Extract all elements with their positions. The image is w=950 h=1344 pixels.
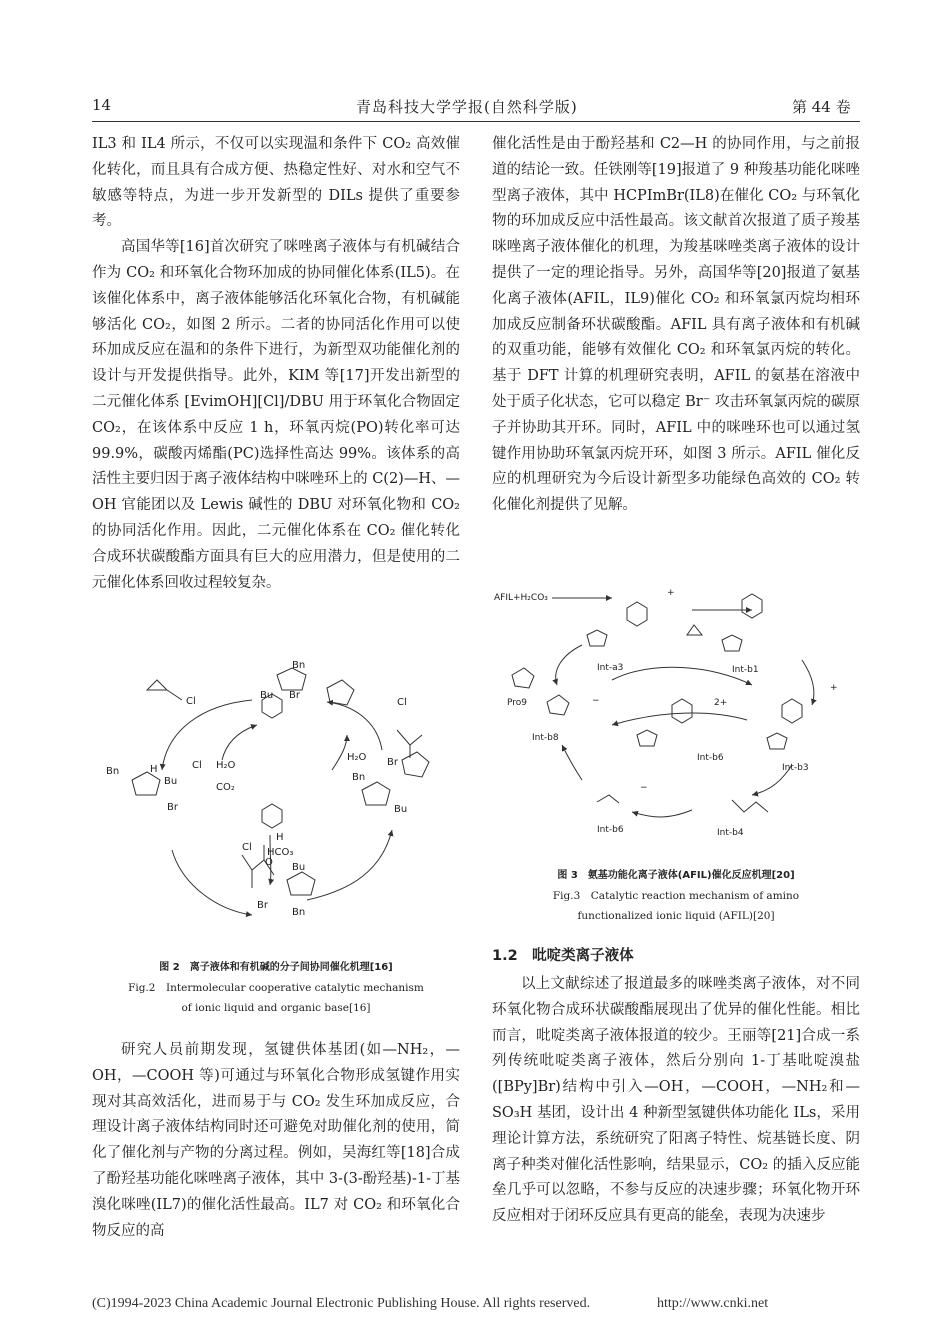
paragraph: 催化活性是由于酚羟基和 C2—H 的协同作用，与之前报道的结论一致。任铁刚等[19]报道了 9 种羧基功能化咪唑型离子液体，其中 HCPImBr(IL8)在催化 CO₂ 与环氧化物的环加成反应中活性最高。该文献首次报道了质子羧基咪唑离子液体催化的机理，为羧基咪唑类离子液体的设计提供了一定的理论指导。另外，高国华等[20]报道了氨基化离子液体(AFIL，IL9)催化 CO₂ 和环氧氯丙烷均相环加成反应制备环状碳酸酯。AFIL 具有离子液体和有机碱的双重功能，能够有效催化 CO₂ 和环氧氯丙烷的转化。基于 DFT 计算的机理研究表明，AFIL 的氨基在溶液中处于质子化状态，它可以稳定 Br⁻ 攻击环氧氯丙烷的碳原子并协助其开环。同时，AFIL 中的咪唑环也可以通过氢键作用协助环氧氯丙烷开环，如图 3 所示。AFIL 催化反应的机理研究为今后设计新型多功能绿色高效的 CO₂ 转化催化剂提供了见解。 bbox=[492, 136, 860, 514]
carbonate-ring bbox=[327, 680, 354, 705]
benzene-ring bbox=[627, 602, 647, 626]
label-afil: AFIL+H₂CO₃ bbox=[494, 593, 548, 603]
imidazolium-ring bbox=[637, 730, 657, 746]
header-rule bbox=[92, 121, 860, 122]
label-br: Br bbox=[289, 690, 300, 701]
imidazolium-ring bbox=[362, 782, 390, 805]
alkoxide-chain bbox=[397, 730, 422, 758]
label-co2: CO₂ bbox=[216, 782, 235, 793]
journal-title: 青岛科技大学学报(自然科学版) bbox=[356, 98, 578, 116]
caption-cn: 图 3 氨基功能化离子液体(AFIL)催化反应机理[20] bbox=[557, 870, 795, 881]
caption-en: functionalized ionic liquid (AFIL)[20] bbox=[577, 910, 775, 922]
caption-en: Fig.2 Intermolecular cooperative catalytic mechanism bbox=[128, 982, 424, 994]
label-int-b6: Int-b6 bbox=[697, 753, 724, 763]
benzene-ring bbox=[262, 804, 282, 828]
footer-url[interactable]: http://www.cnki.net bbox=[657, 1296, 769, 1311]
carbonate-ring bbox=[402, 752, 429, 777]
cycle-arrow bbox=[307, 830, 392, 900]
label-h: H bbox=[150, 764, 158, 775]
label-plus: + bbox=[667, 588, 675, 598]
caption-en: Fig.3 Catalytic reaction mechanism of amino bbox=[552, 890, 800, 902]
label-o: O bbox=[265, 857, 273, 868]
right-column-bottom bbox=[492, 972, 860, 1230]
label-int-b4: Int-b4 bbox=[717, 828, 744, 838]
imidazolium-ring bbox=[132, 772, 160, 795]
right-column-top bbox=[492, 132, 860, 519]
label-bu: Bu bbox=[260, 690, 274, 701]
label-minus: − bbox=[640, 783, 648, 793]
cycle-arrow bbox=[172, 850, 252, 915]
imidazolium-ring bbox=[767, 733, 787, 749]
label-minus: − bbox=[592, 696, 600, 706]
label-bn: Bn bbox=[292, 660, 306, 671]
imidazolium-ring bbox=[287, 872, 315, 895]
copyright-notice: (C)1994-2023 China Academic Journal Electronic Publishing House. All rights reserved. bbox=[92, 1296, 591, 1311]
label-bu: Bu bbox=[394, 804, 408, 815]
cycle-arrow bbox=[556, 645, 582, 685]
carbonate-ring bbox=[547, 695, 569, 715]
paragraph: IL3 和 IL4 所示，不仅可以实现温和条件下 CO₂ 高效催化转化，而且具有合成方便、热稳定性好、对水和空气不敏感等特点，为进一步开发新型的 DILs 提供了重要参考。 bbox=[92, 136, 460, 230]
label-bn: Bn bbox=[106, 766, 120, 777]
cycle-arrow bbox=[632, 810, 692, 817]
label-h2o: H₂O bbox=[347, 752, 367, 763]
epoxide-shape bbox=[147, 680, 182, 700]
inner-cycle bbox=[612, 713, 747, 725]
caption-en: of ionic liquid and organic base[16] bbox=[181, 1002, 371, 1014]
imidazolium-ring bbox=[722, 635, 742, 651]
inner-arrow bbox=[332, 735, 347, 770]
label-bu: Bu bbox=[164, 776, 178, 787]
label-bu: Bu bbox=[292, 862, 306, 873]
label-bn: Bn bbox=[292, 907, 306, 918]
epoxide-shape bbox=[687, 625, 702, 635]
carbonate-ring bbox=[597, 795, 619, 803]
label-br: Br bbox=[387, 757, 398, 768]
left-column-top bbox=[92, 132, 460, 596]
paragraph: 以上文献综述了报道最多的咪唑类离子液体，对不同环氧化物合成环状碳酸酯展现出了优异的催化性能。相比而言，吡啶类离子液体报道的较少。王丽等[21]合成一系列传统吡啶类离子液体，然后分别向 1-丁基吡啶溴盐([BPy]Br)结构中引入—OH，—COOH，—NH₂和—SO₃H 基团，设计出 4 种新型氢键供体功能化 ILs，采用理论计算方法，系统研究了阳离子特性、烷基链长度、阴离子种类对催化活性影响，结果显示，CO₂ 的插入反应能垒几乎可以忽略，不参与反应的决速步骤；环氧化物开环反应相对于闭环反应具有更高的能垒，表现为决速步 bbox=[492, 976, 860, 1225]
cycle-arrow bbox=[802, 660, 814, 705]
cycle-arrow bbox=[327, 702, 382, 750]
label-cl: Cl bbox=[192, 760, 202, 771]
figure-2-caption bbox=[92, 958, 460, 1018]
benzene-ring bbox=[742, 594, 762, 618]
carbonate-ring bbox=[512, 668, 534, 688]
figure-2-diagram bbox=[92, 660, 460, 950]
imidazolium-ring bbox=[587, 630, 607, 646]
figure-3-caption bbox=[492, 866, 860, 926]
label-cl: Cl bbox=[186, 696, 196, 707]
label-cl: Cl bbox=[242, 842, 252, 853]
label-h2o: H₂O bbox=[216, 760, 236, 771]
cycle-arrow bbox=[562, 745, 582, 780]
paragraph: 高国华等[16]首次研究了咪唑离子液体与有机碱结合作为 CO₂ 和环氧化合物环加成的协同催化体系(IL5)。在该催化体系中，离子液体能够活化环氧化合物，有机碱能够活化 CO₂，如图 2 所示。二者的协同活化作用可以使环加成反应在温和的条件下进行，为新型双功能催化剂的设计与开发提供指导。此外，KIM 等[17]开发出新型的二元催化体系 [EvimOH][Cl]/DBU 用于环氧化合物固定 CO₂，在该体系中反应 1 h，环氧丙烷(PO)转化率可达 99.9%，碳酸丙烯酯(PC)选择性高达 99%。该体系的高活性主要归因于离子液体结构中咪唑环上的 C(2)—H、—OH 官能团以及 Lewis 碱性的 DBU 对环氧化物和 CO₂ 的协同活化作用。因此，二元催化体系在 CO₂ 催化转化合成环状碳酸酯方面具有巨大的应用潜力，但是使用的二元催化体系回收过程较复杂。 bbox=[92, 239, 460, 591]
figure-3-diagram bbox=[492, 580, 860, 845]
label-br: Br bbox=[257, 900, 268, 911]
paragraph: 研究人员前期发现，氢键供体基团(如—NH₂，—OH，—COOH 等)可通过与环氧化合物形成氢键作用实现对其高效活化，进而易于与 CO₂ 发生环加成反应，合理设计离子液体结构同时还可避免对助催化剂的使用，简化了催化剂与产物的分离过程。例如，吴海红等[18]合成了酚羟基功能化咪唑离子液体，其中 3-(3-酚羟基)-1-丁基溴化咪唑(IL7)的催化活性最高。IL7 对 CO₂ 和环氧化合物反应的高 bbox=[92, 1042, 460, 1239]
label-plus: + bbox=[830, 683, 838, 693]
benzene-ring bbox=[782, 699, 802, 723]
label-cl: Cl bbox=[397, 697, 407, 708]
label-br: Br bbox=[167, 802, 178, 813]
label-hco3: HCO₃ bbox=[267, 847, 294, 858]
alkoxide-chain bbox=[732, 800, 768, 812]
label-int-b3: Int-b3 bbox=[782, 763, 809, 773]
label-int-a3: Int-a3 bbox=[597, 663, 624, 673]
inner-cycle bbox=[612, 667, 752, 685]
imidazolium-ring bbox=[277, 668, 306, 690]
inner-arrow bbox=[222, 725, 257, 760]
label-charge-2plus: 2+ bbox=[714, 698, 728, 708]
label-bn: Bn bbox=[352, 772, 366, 783]
section-heading: 1.2 吡啶类离子液体 bbox=[492, 948, 634, 964]
volume-label: 第 44 卷 bbox=[792, 98, 851, 116]
label-pro9: Pro9 bbox=[507, 698, 528, 708]
label-h: H bbox=[276, 832, 284, 843]
label-int-b8: Int-b8 bbox=[532, 733, 559, 743]
label-int-b1: Int-b1 bbox=[732, 665, 759, 675]
benzene-ring bbox=[672, 699, 692, 723]
label-int-b6: Int-b6 bbox=[597, 825, 624, 835]
left-column-bottom bbox=[92, 1038, 460, 1244]
page-number: 14 bbox=[92, 96, 112, 114]
caption-cn: 图 2 离子液体和有机碱的分子间协同催化机理[16] bbox=[159, 962, 393, 973]
